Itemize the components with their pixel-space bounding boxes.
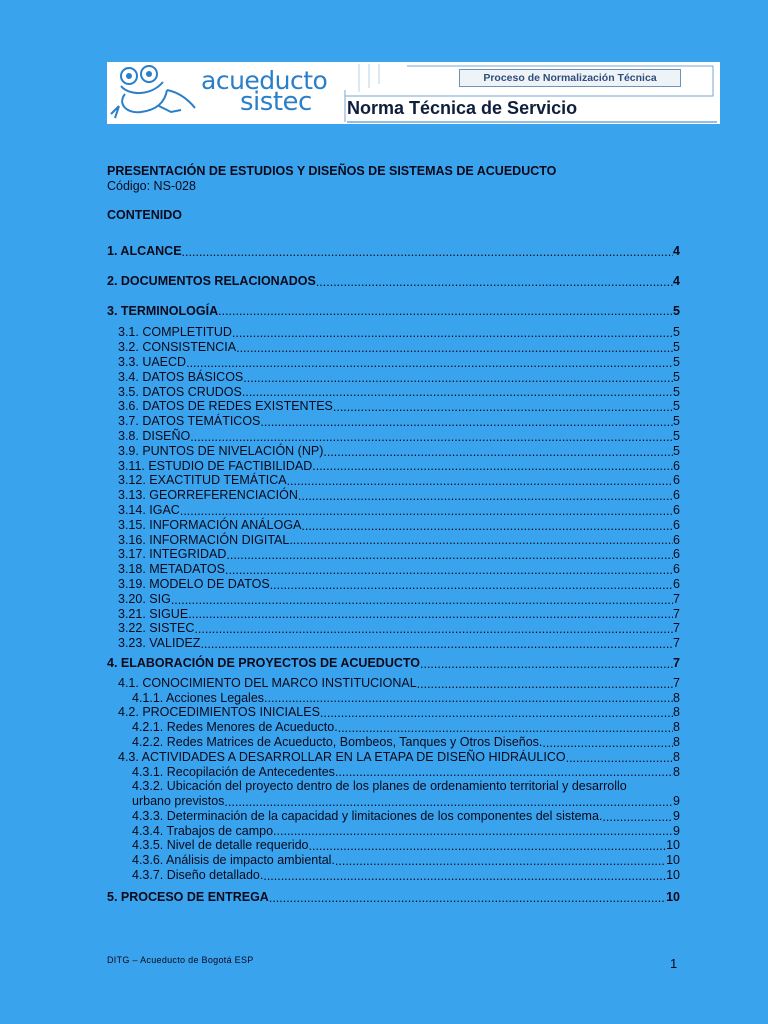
- toc-entry[interactable]: [107, 720, 680, 735]
- banner-tag: Proceso de Normalización Técnica: [459, 69, 681, 87]
- toc-entry[interactable]: [107, 304, 680, 319]
- toc-page: 5: [673, 303, 680, 318]
- toc-label: 3.21. SIGUE: [118, 606, 189, 621]
- toc-page: 6: [673, 562, 680, 577]
- toc-label: 3.23. VALIDEZ: [118, 636, 201, 651]
- toc-label: urbano previstos: [132, 794, 225, 809]
- toc-page: 5: [673, 354, 680, 369]
- toc-entry[interactable]: [107, 794, 680, 809]
- toc-page: 6: [673, 502, 680, 517]
- toc-entry[interactable]: [107, 656, 680, 671]
- toc-entry[interactable]: [107, 824, 680, 839]
- toc-entry[interactable]: [107, 518, 680, 533]
- toc-entry[interactable]: [107, 533, 680, 548]
- toc-page: 8: [673, 749, 680, 764]
- toc-page: 8: [673, 690, 680, 705]
- toc-label: 3.15. INFORMACIÓN ANÁLOGA: [118, 517, 302, 532]
- toc-entry[interactable]: [107, 735, 680, 750]
- toc-page: 6: [673, 576, 680, 591]
- toc-label: 3.6. DATOS DE REDES EXISTENTES: [118, 399, 333, 414]
- toc-entry[interactable]: [107, 577, 680, 592]
- toc-page: 5: [673, 325, 680, 340]
- toc-entry[interactable]: [107, 340, 680, 355]
- toc-label: 4.2.1. Redes Menores de Acueducto.: [132, 720, 338, 735]
- toc-entry[interactable]: [107, 385, 680, 400]
- toc-page: 5: [673, 443, 680, 458]
- toc-entry[interactable]: [107, 399, 680, 414]
- toc-entry[interactable]: [107, 473, 680, 488]
- frog-logo-icon: [107, 62, 207, 124]
- toc-page: 6: [673, 547, 680, 562]
- toc-label: 1. ALCANCE: [107, 244, 182, 258]
- toc-entry[interactable]: [107, 705, 680, 720]
- toc-label: 3. TERMINOLOGÍA: [107, 303, 219, 318]
- toc-page: 9: [673, 808, 680, 823]
- toc-entry[interactable]: [107, 691, 680, 706]
- page-number: 1: [670, 956, 678, 971]
- toc-entry[interactable]: [107, 890, 680, 905]
- toc-page: 8: [673, 764, 680, 779]
- toc-label: 4.2.2. Redes Matrices de Acueducto, Bombeos, Tanques y Otros Diseños.: [132, 734, 543, 749]
- toc-page: 7: [673, 655, 680, 670]
- toc-page: 4: [673, 273, 680, 288]
- toc-label: 3.9. PUNTOS DE NIVELACIÓN (NP): [118, 443, 324, 458]
- toc-label: 4.3.6. Análisis de impacto ambiental.: [132, 853, 335, 868]
- toc-label: 3.4. DATOS BÁSICOS: [118, 369, 244, 384]
- toc-page: 4: [673, 244, 680, 258]
- toc-page: 7: [673, 636, 680, 651]
- toc-entry[interactable]: [107, 325, 680, 340]
- toc-label: 3.18. METADATOS: [118, 562, 225, 577]
- toc-entry[interactable]: [107, 853, 680, 868]
- toc-page: 10: [666, 853, 680, 868]
- toc-label: 5. PROCESO DE ENTREGA: [107, 889, 269, 904]
- toc-entry[interactable]: [107, 444, 680, 459]
- toc-entry[interactable]: [107, 592, 680, 607]
- toc-entry[interactable]: [107, 370, 680, 385]
- table-of-contents: [107, 244, 680, 905]
- toc-label: 3.13. GEORREFERENCIACIÓN: [118, 488, 298, 503]
- toc-page: 6: [673, 517, 680, 532]
- toc-label: 3.17. INTEGRIDAD: [118, 547, 227, 562]
- toc-page: 10: [666, 838, 680, 853]
- toc-label: 3.3. UAECD: [118, 354, 187, 369]
- toc-page: 9: [673, 794, 680, 809]
- toc-entry[interactable]: [107, 459, 680, 474]
- toc-page: 8: [673, 705, 680, 720]
- toc-page: 7: [673, 621, 680, 636]
- toc-label: 3.1. COMPLETITUD: [118, 325, 232, 340]
- toc-page: 7: [673, 675, 680, 690]
- toc-page: 5: [673, 369, 680, 384]
- brand-line-2: sistec: [240, 87, 312, 117]
- toc-page: 6: [673, 488, 680, 503]
- toc-label: 4.1. CONOCIMIENTO DEL MARCO INSTITUCIONAL: [118, 675, 417, 690]
- toc-entry[interactable]: [107, 809, 680, 824]
- toc-entry[interactable]: [107, 503, 680, 518]
- toc-label: 4. ELABORACIÓN DE PROYECTOS DE ACUEDUCTO: [107, 655, 421, 670]
- toc-entry[interactable]: [107, 414, 680, 429]
- toc-page: 7: [673, 591, 680, 606]
- toc-label: 3.19. MODELO DE DATOS: [118, 576, 270, 591]
- toc-page: 5: [673, 428, 680, 443]
- toc-label: 3.2. CONSISTENCIA: [118, 340, 237, 355]
- toc-label: 3.22. SISTEC: [118, 621, 195, 636]
- toc-label: 4.3.3. Determinación de la capacidad y limitaciones de los componentes del sistema.: [132, 808, 603, 823]
- toc-label: 4.3.5. Nivel de detalle requerido: [132, 838, 309, 853]
- toc-entry[interactable]: [107, 547, 680, 562]
- toc-page: 6: [673, 473, 680, 488]
- toc-label: 4.1.1. Acciones Legales.: [132, 690, 268, 705]
- footer-left: DITG – Acueducto de Bogotá ESP: [107, 955, 254, 965]
- toc-entry[interactable]: [107, 607, 680, 622]
- toc-label: 2. DOCUMENTOS RELACIONADOS: [107, 273, 316, 288]
- brand-line-1: acueducto: [201, 66, 328, 95]
- toc-entry-wrapped-line: 4.3.2. Ubicación del proyecto dentro de los planes de ordenamiento territorial y desarrollo: [132, 779, 627, 794]
- toc-label: 4.3.7. Diseño detallado.: [132, 868, 264, 883]
- toc-entry[interactable]: [107, 274, 680, 289]
- toc-page: 6: [673, 458, 680, 473]
- document-code: Código: NS-028: [107, 179, 196, 193]
- toc-page: 10: [666, 889, 680, 904]
- toc-entry[interactable]: [107, 355, 680, 370]
- toc-label: 4.3. ACTIVIDADES A DESARROLLAR EN LA ETAPA DE DISEÑO HIDRÁULICO: [118, 749, 566, 764]
- toc-page: 5: [673, 340, 680, 355]
- toc-label: 3.16. INFORMACIÓN DIGITAL: [118, 532, 290, 547]
- toc-entry[interactable]: [107, 562, 680, 577]
- toc-page: 5: [673, 384, 680, 399]
- toc-label: 4.2. PROCEDIMIENTOS INICIALES: [118, 705, 320, 720]
- toc-entry[interactable]: [107, 838, 680, 853]
- toc-label: 4.3.4. Trabajos de campo.: [132, 823, 277, 838]
- banner-title: Norma Técnica de Servicio: [347, 98, 578, 118]
- toc-label: 4.3.1. Recopilación de Antecedentes.: [132, 764, 339, 779]
- toc-entry[interactable]: [107, 621, 680, 636]
- toc-label: 3.12. EXACTITUD TEMÁTICA: [118, 473, 287, 488]
- toc-entry[interactable]: [107, 244, 680, 259]
- toc-page: 10: [666, 868, 680, 883]
- toc-entry[interactable]: [107, 868, 680, 883]
- toc-page: 9: [673, 823, 680, 838]
- toc-page: 8: [673, 720, 680, 735]
- toc-page: 7: [673, 606, 680, 621]
- toc-label: 3.8. DISEÑO: [118, 428, 191, 443]
- document-title: PRESENTACIÓN DE ESTUDIOS Y DISEÑOS DE SISTEMAS DE ACUEDUCTO: [107, 164, 557, 178]
- contents-heading: CONTENIDO: [107, 208, 182, 222]
- toc-page: 5: [673, 399, 680, 414]
- toc-entry[interactable]: [107, 429, 680, 444]
- toc-entry[interactable]: [107, 488, 680, 503]
- toc-label: 3.20. SIG: [118, 591, 171, 606]
- toc-page: 5: [673, 414, 680, 429]
- toc-entry[interactable]: [107, 636, 680, 651]
- header-banner: [107, 62, 720, 124]
- toc-label: 3.7. DATOS TEMÁTICOS: [118, 414, 261, 429]
- toc-page: 8: [673, 734, 680, 749]
- toc-label: 3.14. IGAC: [118, 502, 180, 517]
- toc-label: 3.11. ESTUDIO DE FACTIBILIDAD: [118, 458, 313, 473]
- toc-entry[interactable]: [107, 750, 680, 765]
- toc-entry[interactable]: [107, 676, 680, 691]
- toc-label: 3.5. DATOS CRUDOS: [118, 384, 242, 399]
- toc-page: 6: [673, 532, 680, 547]
- toc-entry[interactable]: [107, 765, 680, 780]
